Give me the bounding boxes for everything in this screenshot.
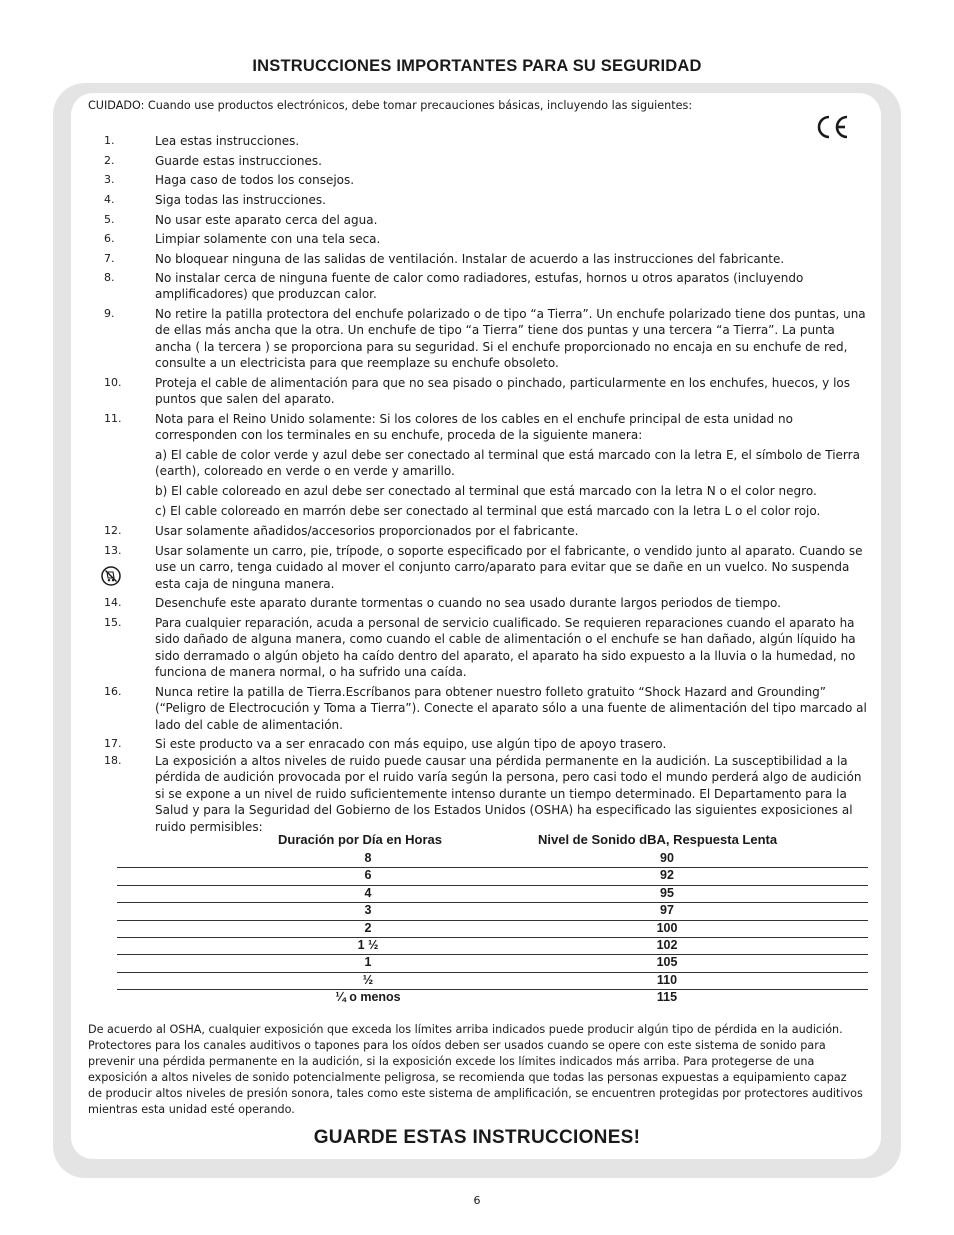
item-number: 14.: [104, 596, 122, 609]
hours-cell: ½: [362, 972, 374, 987]
column-header-hours: Duración por Día en Horas: [278, 832, 442, 847]
item-text: Siga todas las instrucciones.: [155, 192, 326, 207]
item-number: 18.: [104, 754, 122, 767]
item-number: 13.: [104, 544, 122, 557]
table-row: [117, 920, 868, 938]
item-number: 3.: [104, 173, 115, 186]
item-text: No instalar cerca de ninguna fuente de calor como radiadores, estufas, hornos u otros aparatos (incluyendo amplificadores) que produzcan calor.: [155, 271, 804, 302]
item-text: Usar solamente un carro, pie, trípode, o soporte especificado por el fabricante, o vendido junto al aparato. Cuando se use un carro, tenga cuidado al mover el conjunto carro/aparato para evitar que se dañe en un vuelco. No suspenda esta caja de ninguna manera.: [155, 544, 863, 591]
item-number: 11.: [104, 412, 122, 425]
item-text: No usar este aparato cerca del agua.: [155, 212, 378, 227]
table-row: [117, 867, 868, 885]
sound-level-cell: 115: [656, 990, 678, 1005]
hours-cell: 2: [364, 920, 372, 935]
item-number: 17.: [104, 737, 122, 750]
table-row: [117, 989, 868, 1006]
item-text: Desenchufe este aparato durante tormentas o cuando no sea usado durante largos periodos de tiempo.: [155, 596, 781, 610]
item-text: c) El cable coloreado en marrón debe ser conectado al terminal que está marcado con la letra L o el color rojo.: [155, 504, 821, 518]
page-number: 6: [473, 1194, 481, 1207]
hours-cell: 3: [364, 903, 372, 918]
hours-cell: 8: [364, 851, 372, 865]
item-text: Para cualquier reparación, acuda a personal de servicio cualificado. Se requieren reparaciones cuando el aparato ha sido dañado de alguna manera, como cuando el cable de alimentación o el enchufe se han dañado, algún líquido ha sido derramado o algún objeto ha caído dentro del aparato, el aparato ha sido expuesto a la lluvia o la humedad, no funciona de manera normal, o ha sufrido una caída.: [155, 616, 856, 680]
osha-explanation-paragraph: De acuerdo al OSHA, cualquier exposición que exceda los límites arriba indicados puede producir algún tipo de pérdida en la audición. Protectores para los canales auditivos o tapones para los oídos deben ser usados cuando se opere con este sistema de sonido para prevenir una pérdida permanente en la audición, si la exposición excede los límites indicados más arriba. Para protegerse de una exposición a altos niveles de sonido potencialmente peligrosa, se recomienda que todas las personas expuestas a equipamiento capaz de producir altos niveles de presión sonora, tales como este sistema de amplificación, se encuentren protegidas por protectores auditivos mientras esta unidad esté operando.: [88, 1023, 863, 1116]
item-text: La exposición a altos niveles de ruido puede causar una pérdida permanente en la audición. La susceptibilidad a la pérdida de audición provocada por el ruido varía según la persona, pero casi todo el mundo perderá algo de audición si se expone a un nivel de ruido suficientemente intenso durante un tiempo determinado. El Departamento para la Salud y para la Seguridad del Gobierno de los Estados Unidos (OSHA) ha especificado las siguientes exposiciones al ruido permisibles:: [155, 754, 862, 834]
item-number: 5.: [104, 212, 115, 226]
sound-level-cell: 90: [660, 851, 674, 865]
item-text: Guarde estas instrucciones.: [155, 153, 322, 168]
sound-level-cell: 102: [656, 938, 678, 952]
item-text: Usar solamente añadidos/accesorios proporcionados por el fabricante.: [155, 524, 579, 538]
item-number: 1.: [104, 134, 115, 147]
item-number: 6.: [104, 232, 115, 245]
table-row: [117, 937, 868, 955]
table-row: [117, 902, 868, 920]
sound-level-cell: 100: [656, 920, 678, 935]
table-row: [117, 954, 868, 972]
table-row: [117, 972, 868, 990]
sound-level-cell: 92: [660, 868, 674, 883]
item-number: 10.: [104, 376, 122, 389]
sound-level-cell: 110: [656, 972, 678, 987]
table-row: [117, 850, 868, 868]
column-header-sound-level: Nivel de Sonido dBA, Respuesta Lenta: [538, 832, 778, 847]
table-row: [117, 885, 868, 903]
item-number: 15.: [104, 616, 122, 629]
closing-title: GUARDE ESTAS INSTRUCCIONES!: [313, 1127, 641, 1148]
item-number: 7.: [104, 251, 115, 265]
item-number: 4.: [104, 192, 115, 206]
hours-cell: 6: [364, 868, 372, 883]
item-text: Limpiar solamente con una tela seca.: [155, 232, 381, 246]
item-text: Nota para el Reino Unido solamente: Si los colores de los cables en el enchufe principal de esta unidad no corresponden con los terminales en su enchufe, proceda de la siguiente manera:: [155, 412, 793, 443]
hours-cell: 1 ½: [357, 938, 379, 952]
sound-level-cell: 105: [656, 955, 678, 970]
sound-level-cell: 97: [660, 903, 674, 918]
item-number: 2.: [104, 153, 115, 167]
cart-warning-icon: [101, 566, 121, 586]
item-text: Haga caso de todos los consejos.: [155, 173, 355, 187]
item-number: 8.: [104, 271, 115, 284]
item-text: a) El cable de color verde y azul debe ser conectado al terminal que está marcado con la letra E, el símbolo de Tierra (earth), coloreado en verde o en verde y amarillo.: [155, 448, 860, 479]
item-number: 16.: [104, 685, 122, 698]
item-text: b) El cable coloreado en azul debe ser conectado al terminal que está marcado con la letra N o el color negro.: [155, 484, 817, 498]
sound-level-cell: 95: [660, 885, 674, 900]
item-text: No retire la patilla protectora del enchufe polarizado o de tipo “a Tierra”. Un enchufe polarizado tiene dos puntas, una de ellas más ancha que la otra. Un enchufe de tipo “a Tierra” tiene dos puntas y una tercera “a Tierra”. La punta ancha ( la tercera ) se proporciona para su seguridad. Si el enchufe proporcionado no encaja en su enchufe de red, consulte a un electricista para que reemplaze su enchufe obsoleto.: [155, 307, 866, 371]
item-text: Proteja el cable de alimentación para que no sea pisado o pinchado, particularmente en los enchufes, huecos, y los puntos que salen del aparato.: [155, 376, 850, 407]
hours-cell: 1: [364, 955, 372, 970]
caution-text: CUIDADO: Cuando use productos electrónicos, debe tomar precauciones básicas, incluyendo las siguientes:: [88, 99, 693, 112]
page-title: INSTRUCCIONES IMPORTANTES PARA SU SEGURIDAD: [252, 57, 702, 75]
item-text: Si este producto va a ser enracado con más equipo, use algún tipo de apoyo trasero.: [155, 737, 667, 751]
hours-cell: ¼ o menos: [335, 990, 401, 1005]
item-text: No bloquear ninguna de las salidas de ventilación. Instalar de acuerdo a las instrucciones del fabricante.: [155, 251, 785, 266]
item-text: Lea estas instrucciones.: [155, 134, 300, 148]
item-text: Nunca retire la patilla de Tierra.Escríbanos para obtener nuestro folleto gratuito “Shock Hazard and Grounding” (“Peligro de Electrocución y Toma a Tierra”). Conecte el aparato sólo a una fuente de alimentación del tipo marcado al lado del cable de alimentación.: [155, 685, 867, 732]
hours-cell: 4: [364, 885, 372, 900]
item-number: 9.: [104, 307, 115, 320]
item-number: 12.: [104, 524, 122, 537]
